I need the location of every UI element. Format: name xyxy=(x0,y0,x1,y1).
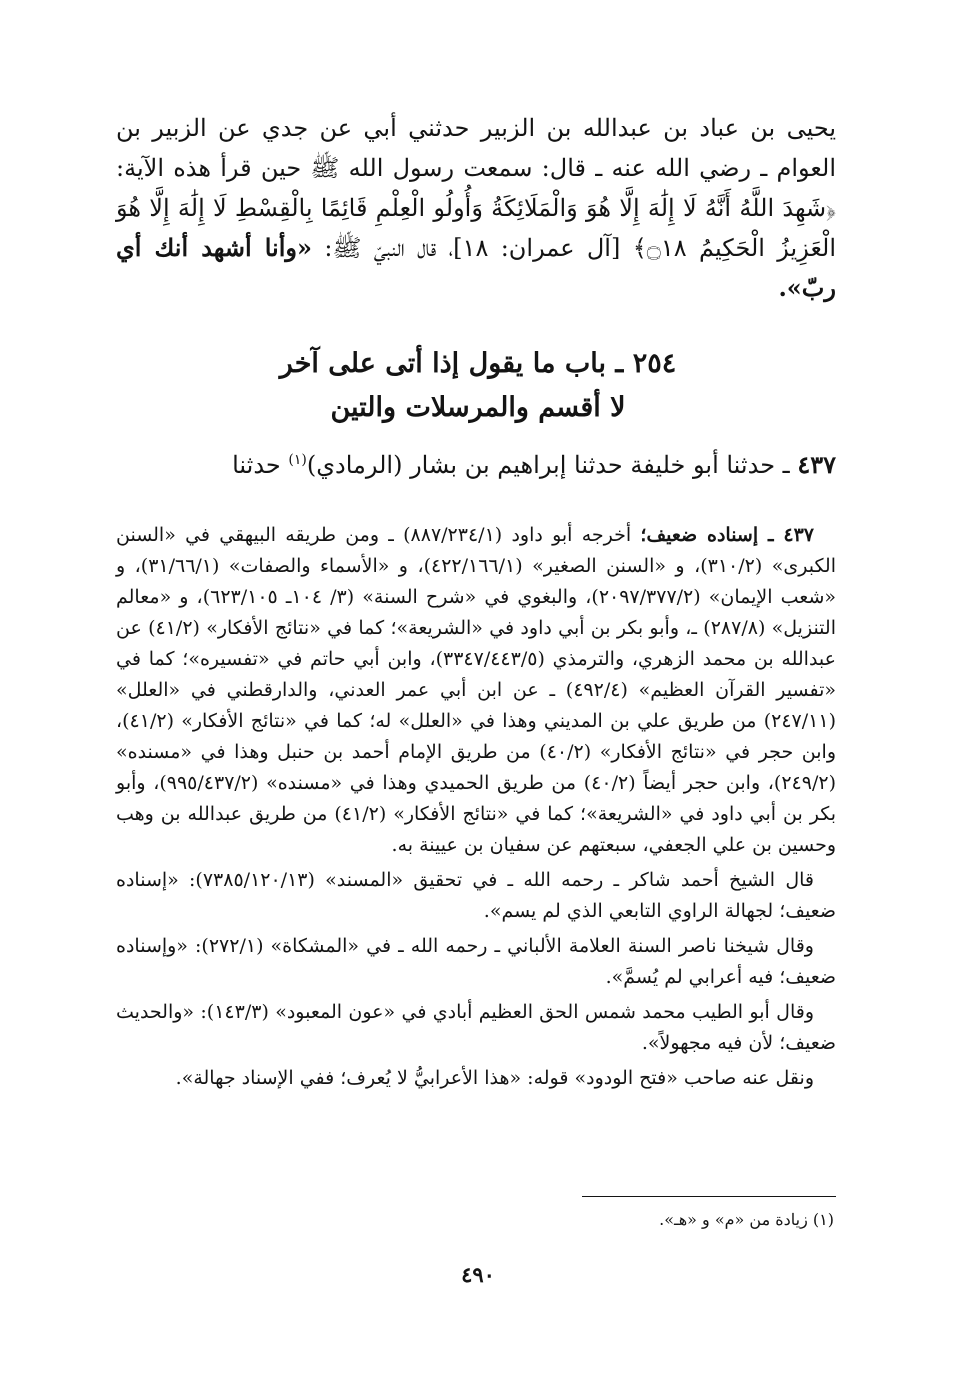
commentary-paragraph-3: وقال شيخنا ناصر السنة العلامة الألباني ـ رحمه الله ـ في «المشكاة» (٢٧٢/١): «وإسناده ضعيف؛ فيه أعرابي لم يُسمَّ». xyxy=(116,935,836,988)
commentary-takhrij: أخرجه أبو داود (٨٨٧/٢٣٤/١) ـ ومن طريقه البيهقي في «السنن الكبرى» (٣١٠/٢)، و «السنن الصغير» (٤٢٢/١٦٦/١)، و «الأسماء والصفات» (٣١/٦٦/١)، و «شعب الإيمان» (٢٠٩٧/٣٧٧/٢)، والبغوي في «شرح السنة» (٣/ ١٠٤ـ ٦٢٣/١٠٥)، و «معالم التنزيل» (٢٨٧/٨) ـ، وأبو بكر بن أبي داود في «الشريعة»؛ كما في «نتائج الأفكار» (٤١/٢) عن عبدالله بن محمد الزهري، والترمذي (٣٣٤٧/٤٤٣/٥)، وابن أبي حاتم في «تفسيره»؛ كما في «تفسير القرآن العظيم» (٤٩٢/٤) ـ عن ابن أبي عمر العدني، والدارقطني في «العلل» (٢٤٧/١١) من طريق علي بن المديني وهذا في «العلل» له؛ كما في «نتائج الأفكار» (٤١/٢)، وابن حجر في «نتائج الأفكار» (٤٠/٢) من طريق الإمام أحمد بن حنبل وهذا في «مسنده» (٢٤٩/٢)، وابن حجر أيضاً (٤٠/٢) من طريق الحميدي وهذا في «مسنده» (٩٩٥/٤٣٧/٢)، وأبو بكر بن أبي داود في «الشريعة»؛ كما في «نتائج الأفكار» (٤١/٢) من طريق عبدالله بن وهب وحسين بن علي الجعفي، سبعتهم عن سفيان بن عيينة به. xyxy=(116,524,837,856)
commentary-paragraph-1 xyxy=(116,520,836,861)
hadith-chain: ـ حدثنا أبو خليفة حدثنا إبراهيم بن بشار (الرمادي) xyxy=(306,451,798,479)
prophet-quote: «وأنا أشهد أنك أي ربّ». xyxy=(116,233,836,302)
verse-reference: [آل عمران: ١٨]، قال النبيّ ﷺ: xyxy=(312,234,633,262)
hadith-number: ٤٣٧ xyxy=(797,450,836,479)
footnote: (١) زيادة من «م» و «هـ». xyxy=(659,1210,834,1229)
commentary xyxy=(116,520,836,1098)
chapter-heading-line-1: ٢٥٤ ـ باب ما يقول إذا أتى على آخر xyxy=(279,348,677,379)
footnote-marker: (١) xyxy=(288,452,307,468)
main-text-line-1: يحيى بن عباد بن عبدالله بن الزبير حدثني أبي عن جدي عن الزبير بن xyxy=(116,114,836,142)
quran-verse: ﴿شَهِدَ اللَّهُ أَنَّهُ لَا إِلَٰهَ إِلَّا هُوَ وَالْمَلَائِكَةُ وَأُولُو الْعِلْمِ قَائِمًا بِالْقِسْطِ لَا إِلَٰهَ إِلَّا هُوَ الْعَزِيزُ الْحَكِيمُ ۝١٨﴾ xyxy=(116,194,837,262)
hadith-text xyxy=(116,440,836,485)
commentary-paragraph-4: وقال أبو الطيب محمد شمس الحق العظيم أبادي في «عون المعبود» (١٤٣/٣): «والحديث ضعيف؛ لأن فيه مجهولاً». xyxy=(116,1001,836,1054)
hadith-chain-end: حدثنا xyxy=(232,451,289,479)
commentary-number: ٤٣٧ xyxy=(783,524,814,546)
chapter-heading-line-2: لا أقسم والمرسلات والتين xyxy=(330,392,626,423)
footnote-divider xyxy=(582,1196,836,1197)
main-text-line-2: العوام ـ رضي الله عنه ـ قال: سمعت رسول الله ﷺ حين قرأ هذه الآية: xyxy=(116,154,836,182)
commentary-paragraph-5: ونقل عنه صاحب «فتح الودود» قوله: «هذا الأعرابيُّ لا يُعرف؛ ففي الإسناد جهالة». xyxy=(175,1067,814,1089)
page-number: ٤٩٠ xyxy=(461,1262,495,1287)
commentary-grade: ـ إسناده ضعيف؛ xyxy=(640,524,784,546)
main-text xyxy=(116,108,836,308)
commentary-paragraph-2: قال الشيخ أحمد شاكر ـ رحمه الله ـ في تحقيق «المسند» (٧٣٨٥/١٢٠/١٣): «إسناده ضعيف؛ لجهالة الراوي التابعي الذي لم يسم». xyxy=(116,869,836,922)
